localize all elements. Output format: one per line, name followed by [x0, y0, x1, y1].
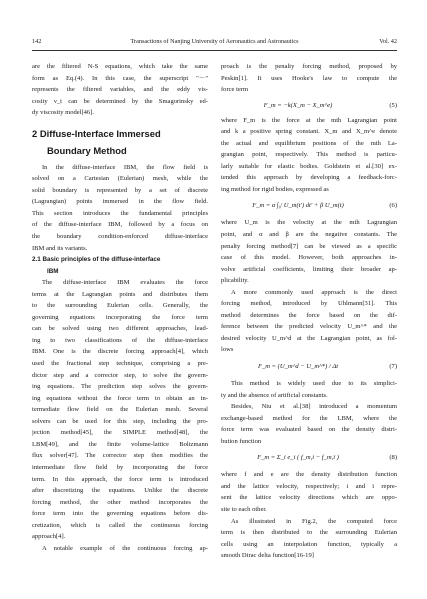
- text-line: volve artificial coefficients, limiting their broader ap-: [221, 265, 397, 273]
- text-line: exchange-based method for the LBM, where the: [221, 414, 397, 422]
- section-heading: 2 Diffuse-Interface Immersed: [32, 127, 161, 139]
- equation-formula: F_m = −k(X_m − X_m^e): [263, 101, 333, 109]
- text-line: ty and the absence of artificial constants.: [221, 391, 328, 399]
- text-line: represents the filtered variables, and the eddy vis-: [32, 86, 208, 94]
- text-line: desired velocity U_m^d at the Lagrangian point, as fol-: [221, 334, 397, 342]
- text-line: LBM[49], and the finite volume-lattice Boltzmann: [32, 440, 208, 448]
- text-line: site to each other.: [221, 505, 267, 513]
- text-line: case of this model. However, both approaches in-: [221, 254, 397, 262]
- text-line: cosity ν_t can be determined by the Smagorinsky ed-: [32, 97, 208, 105]
- text-line: grangian point, respectively. This method is particu-: [221, 151, 397, 159]
- text-line: intermediate flow field by incorporating the force: [32, 463, 208, 471]
- text-line: to the surrounding Eulerian cells. Generally, the: [32, 302, 208, 310]
- text-line: terms at the Lagrangian points and distributes them: [32, 290, 208, 298]
- text-line: A more commonly used approach is the direct: [231, 288, 397, 296]
- text-line: IBM. One is the discrete forcing approach[4], which: [32, 348, 208, 356]
- text-line: dy viscosity model[46].: [32, 109, 95, 117]
- text-line: method determines the force based on the dif-: [221, 311, 397, 319]
- text-line: cretization, which is called the continuous forcing: [32, 521, 208, 529]
- equation-8: [221, 447, 397, 469]
- text-line: cells using an interpolation function, typically a: [221, 540, 397, 548]
- text-line: smooth Dirac delta function[16-19]: [221, 552, 314, 560]
- left-column: [32, 61, 208, 554]
- text-line: the boundary condition-enforced diffuse-interface: [32, 233, 208, 241]
- journal-title: Transactions of Nanjing University of Aeronautics and Astronautics: [130, 38, 299, 45]
- text-line: penalty forcing method[7] can be viewed as a specific: [221, 242, 397, 250]
- text-line: and the lattice velocity, respectively; i and ī repre-: [221, 482, 397, 490]
- text-line: A notable example of the continuous forcing ap-: [42, 544, 208, 552]
- text-line: are the filtered N-S equations, which take the same: [32, 63, 208, 70]
- paragraph-c: [221, 217, 397, 356]
- text-line: force term: [221, 86, 249, 94]
- equation-number: (5): [389, 101, 397, 109]
- paragraph-a: [221, 61, 397, 96]
- text-line: and k a positive spring constant. X_m and X_m^e denote: [221, 128, 397, 136]
- page-header: [32, 38, 397, 48]
- subsection-heading-continued: IBM: [47, 267, 59, 275]
- text-line: dictor step and a corrector step, to solve the govern-: [32, 371, 208, 379]
- text-line: governing equations incorporating the force term: [32, 313, 208, 321]
- paragraph-b: [221, 115, 397, 196]
- text-line: after discretizing the equations. Unlike the discrete: [32, 487, 208, 495]
- equation-number: (7): [389, 363, 397, 371]
- text-line: force term into the governing equations before dis-: [32, 510, 208, 518]
- text-line: ing equations. The prediction step solves the govern-: [32, 383, 208, 391]
- text-line: ing to two classifications of the diffuse-interface: [32, 336, 208, 344]
- text-line: Peskin[1]. It uses Hooke's law to compute the: [221, 74, 397, 82]
- subsection-paragraph: [32, 277, 208, 554]
- text-line: the actual and equilibrium positions of the mth La-: [221, 139, 397, 147]
- text-line: force term was evaluated based on the density distri-: [221, 426, 397, 434]
- text-line: tended this approach by developing a feedback-forc-: [221, 174, 397, 182]
- text-line: ing equations without the force term to obtain an in-: [32, 394, 208, 402]
- text-line: where f and e are the density distribution function: [221, 471, 397, 479]
- text-line: bution function: [221, 437, 262, 445]
- paragraph-e: [221, 469, 397, 561]
- text-line: where U_m is the velocity at the mth Lagrangian: [221, 219, 397, 227]
- text-line: solvers can be used for this step, including the pro-: [32, 417, 208, 425]
- equation-formula: F_m = Σ_i e_i ( f_m,i − f_m,ī ): [257, 454, 339, 462]
- header-rule: [32, 50, 397, 51]
- section-heading-continued: Boundary Method: [47, 144, 127, 156]
- text-line: termediate flow field on the Eulerian mesh. Several: [32, 406, 208, 414]
- equation-number: (6): [389, 202, 397, 210]
- equation-number: (8): [389, 454, 397, 462]
- intro-paragraph: [32, 61, 208, 119]
- equation-formula: F_m = α ∫₀ᵗ U_m(t′) dt′ + β U_m(t): [252, 202, 344, 210]
- text-line: ference between the predicted velocity U_m^* and the: [221, 323, 397, 331]
- text-line: of the diffuse-interface IBM, followed by a focus on: [32, 221, 208, 229]
- text-line: Besides, Niu et al.[38] introduced a momentum: [231, 403, 397, 411]
- text-line: term is then distributed to the surrounding Eulerian: [221, 529, 397, 537]
- text-line: (Lagrangian) points immersed in the flow field.: [32, 198, 208, 206]
- text-line: forcing method, introduced by Uhlmann[31]. This: [221, 300, 397, 308]
- paragraph-d: [221, 378, 397, 447]
- text-line: jection method[45], the SIMPLE method[48], the: [32, 429, 208, 437]
- text-line: used the fractional step technique, comprising a pre-: [32, 360, 208, 368]
- text-line: form as Eq.(4). In this case, the superscript "－": [32, 74, 208, 82]
- text-line: In the diffuse-interface IBM, the flow field is: [42, 163, 208, 171]
- section-paragraph: [32, 162, 208, 254]
- text-line: As illustrated in Fig.2, the computed force: [231, 517, 397, 525]
- text-line: proach is the penalty forcing method, proposed by: [221, 63, 397, 70]
- text-line: larly suitable for elastic bodies. Goldstein et al.[30] ex-: [221, 162, 397, 170]
- text-line: where F_m is the force at the mth Lagrangian point: [221, 116, 397, 124]
- text-line: solved on a Cartesian (Eulerian) mesh, while the: [32, 175, 208, 183]
- text-line: lows: [221, 346, 234, 354]
- subsection-heading: 2.1 Basic principles of the diffuse-interface: [32, 256, 161, 264]
- text-line: This method is widely used due to its simplici-: [231, 380, 397, 388]
- text-line: can be solved using two different approaches, lead-: [32, 325, 208, 333]
- text-line: flux solver[47]. The corrector step then modifies the: [32, 452, 208, 460]
- text-line: plicability.: [221, 277, 249, 285]
- text-line: The diffuse-interface IBM evaluates the force: [42, 279, 208, 287]
- text-line: approach[4].: [32, 533, 66, 541]
- text-line: This section introduces the fundamental principles: [32, 209, 208, 217]
- text-line: solid boundary is represented by a set of discrete: [32, 186, 208, 194]
- equation-6: [221, 195, 397, 217]
- page-number: 142: [32, 38, 42, 45]
- text-line: forcing method, the other method incorporates the: [32, 498, 208, 506]
- right-column: [221, 61, 397, 562]
- equation-formula: F_m = (U_m^d − U_m^*) / Δt: [257, 363, 339, 371]
- equation-7: [221, 356, 397, 378]
- text-line: term. In this approach, the force term is introduced: [32, 475, 208, 483]
- text-line: ing method for rigid bodies, expressed as: [221, 185, 329, 193]
- volume-label: Vol. 42: [379, 38, 397, 45]
- equation-5: [221, 96, 397, 115]
- text-line: IBM and its variants.: [32, 244, 88, 252]
- text-line: point, and α and β are the negative constants. The: [221, 231, 397, 239]
- text-line: sent the lattice velocity directions which are oppo-: [221, 494, 397, 502]
